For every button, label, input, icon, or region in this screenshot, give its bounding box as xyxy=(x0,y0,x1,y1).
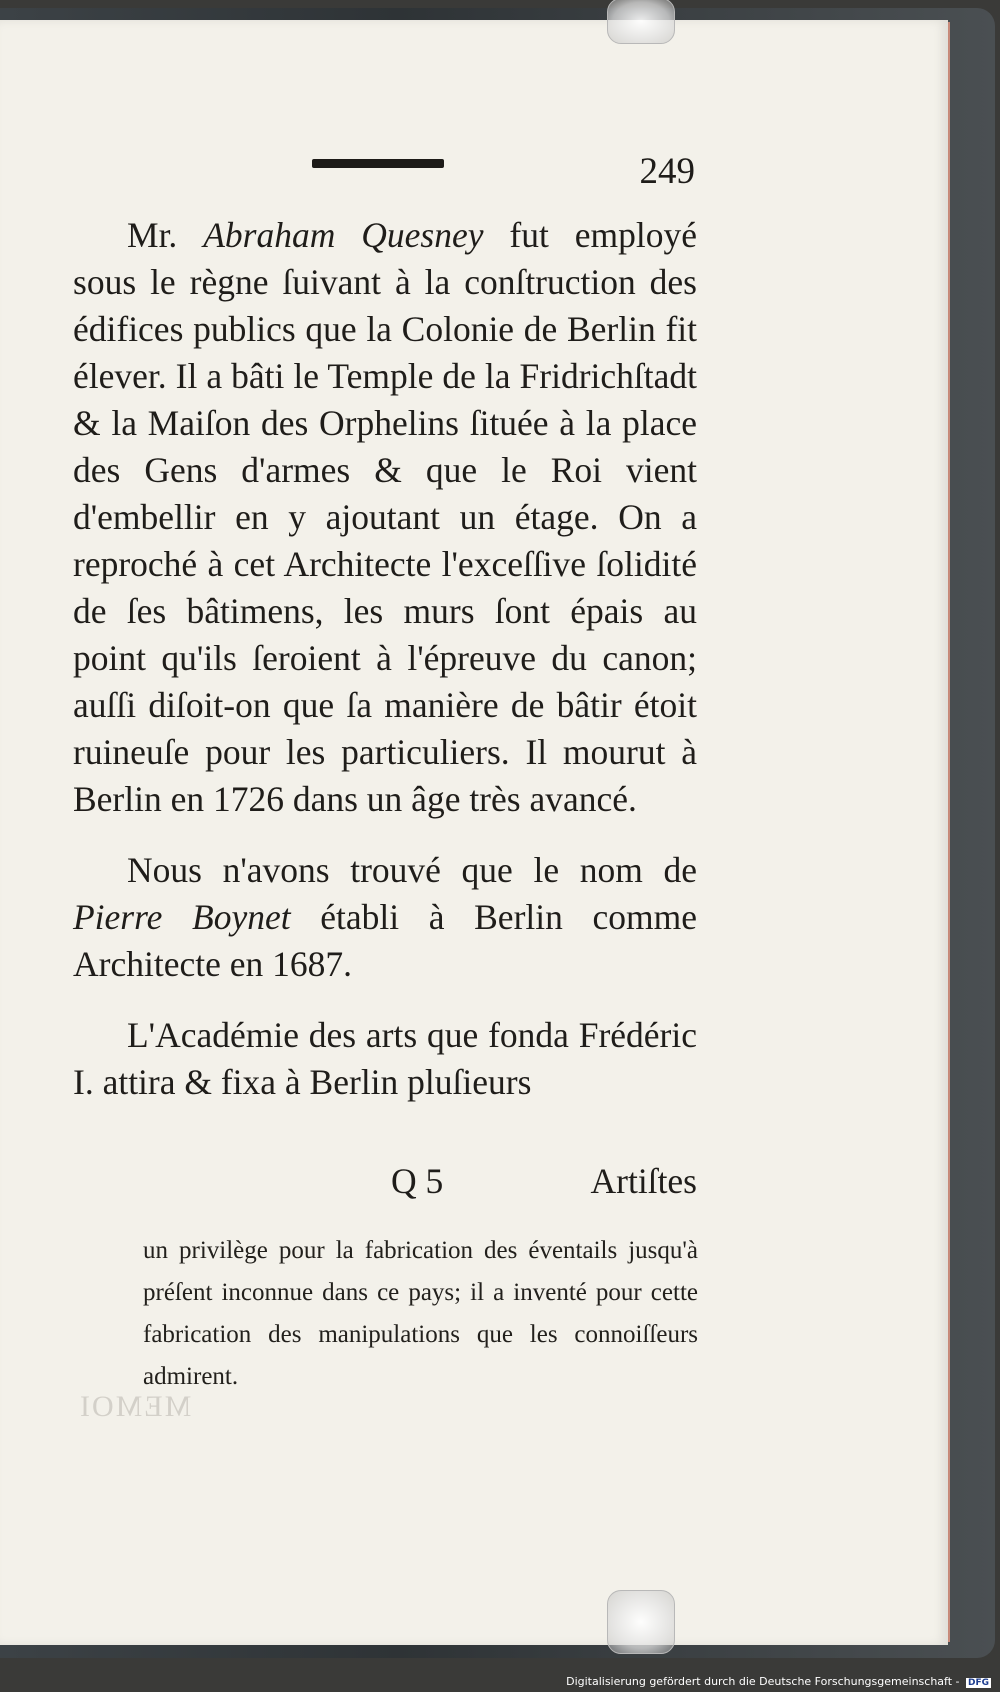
page-number: 249 xyxy=(639,151,695,192)
footnote xyxy=(143,1230,698,1398)
paragraph-1: Mr. Abraham Quesney fut employé sous le règne ſuivant à la conſtruction des édifices publics que la Colonie de Berlin fit élever. Il a bâti le Temple de la Fridrichſtadt & la Maiſon des Orphelins ſituée à la place des Gens d'armes & que le Roi vient d'embellir en y ajoutant un étage. On a reproché à cet Architecte l'exceſſive ſolidité de ſes bâtimens, les murs ſont épais au point qu'ils ſeroient à l'épreuve du canon; auſſi diſoit-on que ſa manière de bâtir étoit ruineuſe pour les particuliers. Il mourut à Berlin en 1726 dans un âge très avancé. xyxy=(73,215,697,819)
catchword: Artiſtes xyxy=(590,1161,697,1201)
paragraph-3: L'Académie des arts que fonda Frédéric I. attira & fixa à Berlin pluſieurs xyxy=(73,1015,697,1102)
signature-line xyxy=(73,1160,697,1210)
main-text xyxy=(73,212,697,1106)
digitization-credit xyxy=(563,1675,994,1688)
top-page-clip xyxy=(607,0,675,44)
bottom-page-clip xyxy=(607,1590,675,1654)
credit-text: Digitalisierung gefördert durch die Deutsche Forschungsgemeinschaft - xyxy=(566,1675,960,1688)
header-rule xyxy=(312,159,444,168)
bleed-through-text: MEMOI xyxy=(78,1390,192,1423)
signature-mark: Q 5 xyxy=(391,1161,444,1201)
dfg-logo: DFG xyxy=(967,1678,989,1688)
italic-name: Pierre Boynet xyxy=(73,897,291,937)
footnote-text: un privilège pour la fabrication des éventails jusqu'à préſent inconnue dans ce pays; il a inventé pour cette fabrication des manipulations que les connoiſſeurs admirent. xyxy=(143,1237,698,1390)
paragraph-2: Nous n'avons trouvé que le nom de Pierre Boynet établi à Berlin comme Architecte en 1687. xyxy=(73,850,697,984)
italic-name: Abraham Quesney xyxy=(203,215,484,255)
